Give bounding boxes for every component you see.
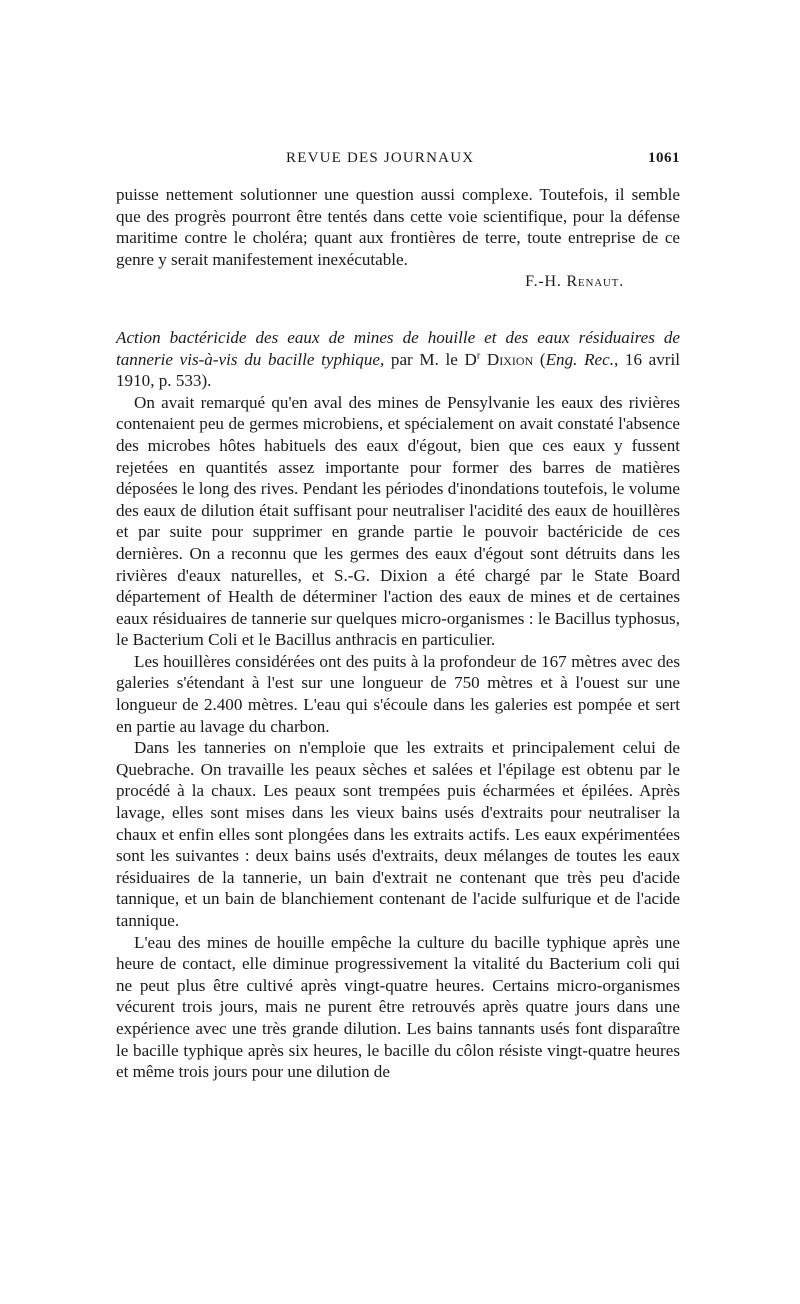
signature-text: F.-H. Renaut.: [525, 273, 624, 291]
source-open: (: [533, 349, 546, 369]
page-number: 1061: [648, 150, 680, 166]
article-title: Action bactéricide des eaux de mines de houille et des eaux résiduaires de tannerie vis-à-vis du bacille typhique,: [116, 327, 680, 369]
continuation-paragraph: puisse nettement solutionner une question aussi complexe. Toutefois, il semble que des progrès pourront être tentés dans cette voie scientifique, pour la défense maritime contre le choléra; quant aux frontières de terre, toute entreprise de ce genre y serait manifestement inexécutable.: [116, 185, 680, 269]
source-reference: , 16 avril 1910, p. 533).: [116, 349, 680, 391]
journal-page: [116, 150, 680, 1083]
previous-article-ending: [116, 184, 680, 293]
author-signature: [116, 271, 680, 293]
author-name: Dixion: [480, 349, 534, 369]
author-prefix: par M. le D: [384, 349, 477, 369]
author-title-sup: r: [476, 349, 481, 361]
article-heading: [116, 327, 680, 392]
article-body: [116, 392, 680, 1083]
running-title: REVUE DES JOURNAUX: [286, 150, 475, 166]
paragraph: L'eau des mines de houille empêche la culture du bacille typhique après une heure de contact, elle diminue progressivement la vitalité du Bacterium coli qui ne peut plus être cultivé après vingt-quatre heures. Certains micro-organismes vécurent trois jours, mais ne purent être retrouvés après quatre jours dans une expérience avec une très grande dilution. Les bains tannants usés font disparaître le bacille typhique après six heures, le bacille du côlon résiste vingt-quatre heures et même trois jours pour une dilution de: [116, 932, 680, 1082]
source-journal: Eng. Rec.: [545, 349, 614, 369]
running-head: [116, 150, 680, 174]
paragraph: Les houillères considérées ont des puits à la profondeur de 167 mètres avec des galeries s'étendant à l'est sur une longueur de 750 mètres et à l'ouest sur une longueur de 2.400 mètres. L'eau qui s'écoule dans les galeries est pompée et sert en partie au lavage du charbon.: [116, 651, 680, 736]
paragraph: Dans les tanneries on n'emploie que les extraits et principalement celui de Quebrache. On travaille les peaux sèches et salées et l'épilage est obtenu par le procédé à la chaux. Les peaux sont trempées puis écharmées et épilées. Après lavage, elles sont mises dans les vieux bains usés d'extraits pour neutraliser la chaux et enfin elles sont plongées dans les extraits actifs. Les eaux expérimentées sont les suivantes : deux bains usés d'extraits, deux mélanges de toutes les eaux résiduaires de la tannerie, un bain d'extrait ne contenant que très peu d'acide tannique, et un bain de blanchiement contenant de l'acide sulfurique et de l'acide tannique.: [116, 738, 680, 930]
paragraph: On avait remarqué qu'en aval des mines de Pensylvanie les eaux des rivières contenaient peu de germes microbiens, et spécialement on avait constaté l'absence des microbes hôtes habituels des eaux d'égout, bien que ces eaux y fussent rejetées en quantités assez importante pour former des barres de matières déposées le long des rives. Pendant les périodes d'inondations toutefois, le volume des eaux de dilution était suffisant pour neutraliser l'acidité des eaux de houillères et par suite pour supprimer en grande partie le pouvoir bactéricide de ces dernières. On a reconnu que les germes des eaux d'égout sont détruits dans les rivières d'eaux naturelles, et S.-G. Dixion a été chargé par le State Board département of Health de déterminer l'action des eaux de mines et de certaines eaux résiduaires de tannerie sur quelques micro-organismes : le Bacillus typhosus, le Bacterium Coli et le Bacillus anthracis en particulier.: [116, 392, 680, 650]
